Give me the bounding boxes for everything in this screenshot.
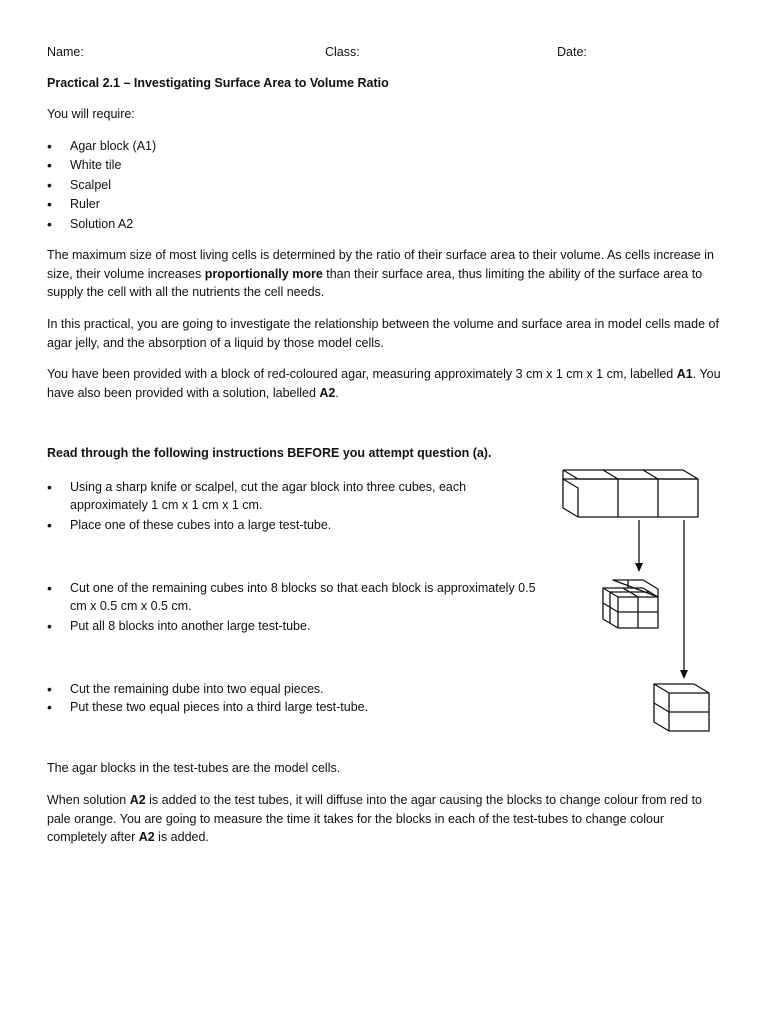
steps-group-1 [47,478,547,534]
list-item: • Cut the remaining dube into two equal pieces. [47,680,547,698]
agar-cutting-diagram-icon [540,460,720,745]
date-label: Date: [557,45,587,59]
list-item: • Using a sharp knife or scalpel, cut the agar block into three cubes, each approximately 1 cm x 1 cm x 1 cm. [47,478,547,514]
intro-paragraph-2: In this practical, you are going to investigate the relationship between the volume and surface area in model cells made of agar jelly, and the absorption of a liquid by those model cells. [47,317,719,350]
require-heading: You will require: [47,107,135,121]
list-item: • Put these two equal pieces into a third large test-tube. [47,698,547,716]
list-item: • Solution A2 [47,215,156,234]
closing-paragraph-1: The agar blocks in the test-tubes are the model cells. [47,761,341,775]
intro-paragraph-3: You have been provided with a block of red-coloured agar, measuring approximately 3 cm x 1 cm x 1 cm, labelled A1. You have also been provided with a solution, labelled A2. [47,367,721,400]
list-item: • Cut one of the remaining cubes into 8 blocks so that each block is approximately 0.5 cm x 0.5 cm x 0.5 cm. [47,579,547,615]
list-item: • Scalpel [47,176,156,195]
list-item: • Agar block (A1) [47,137,156,156]
page-title: Practical 2.1 – Investigating Surface Area to Volume Ratio [47,76,389,90]
closing-paragraph-2: When solution A2 is added to the test tubes, it will diffuse into the agar causing the blocks to change colour from red to pale orange. You are going to measure the time it takes for the blocks in each of the test-tubes to change colour completely after A2 is added. [47,793,703,844]
list-item: • White tile [47,156,156,175]
instructions-heading: Read through the following instructions BEFORE you attempt question (a). [47,446,492,460]
steps-group-3 [47,680,547,716]
name-label: Name: [47,45,84,59]
halved-cube-icon [654,684,709,731]
intro-paragraph-1: The maximum size of most living cells is determined by the ratio of their surface area to their volume. As cells increase in size, their volume increases proportionally more than their surface area, thus limiting the ability of the surface area to supply the cell with all the nutrients the cell needs. [47,248,714,299]
materials-list [47,137,156,234]
list-item: • Place one of these cubes into a large test-tube. [47,516,547,534]
steps-group-2 [47,579,547,635]
list-item: • Ruler [47,195,156,214]
agar-block-icon [563,470,698,517]
small-cubes-icon [603,580,658,628]
list-item: • Put all 8 blocks into another large test-tube. [47,617,547,635]
class-label: Class: [325,45,360,59]
